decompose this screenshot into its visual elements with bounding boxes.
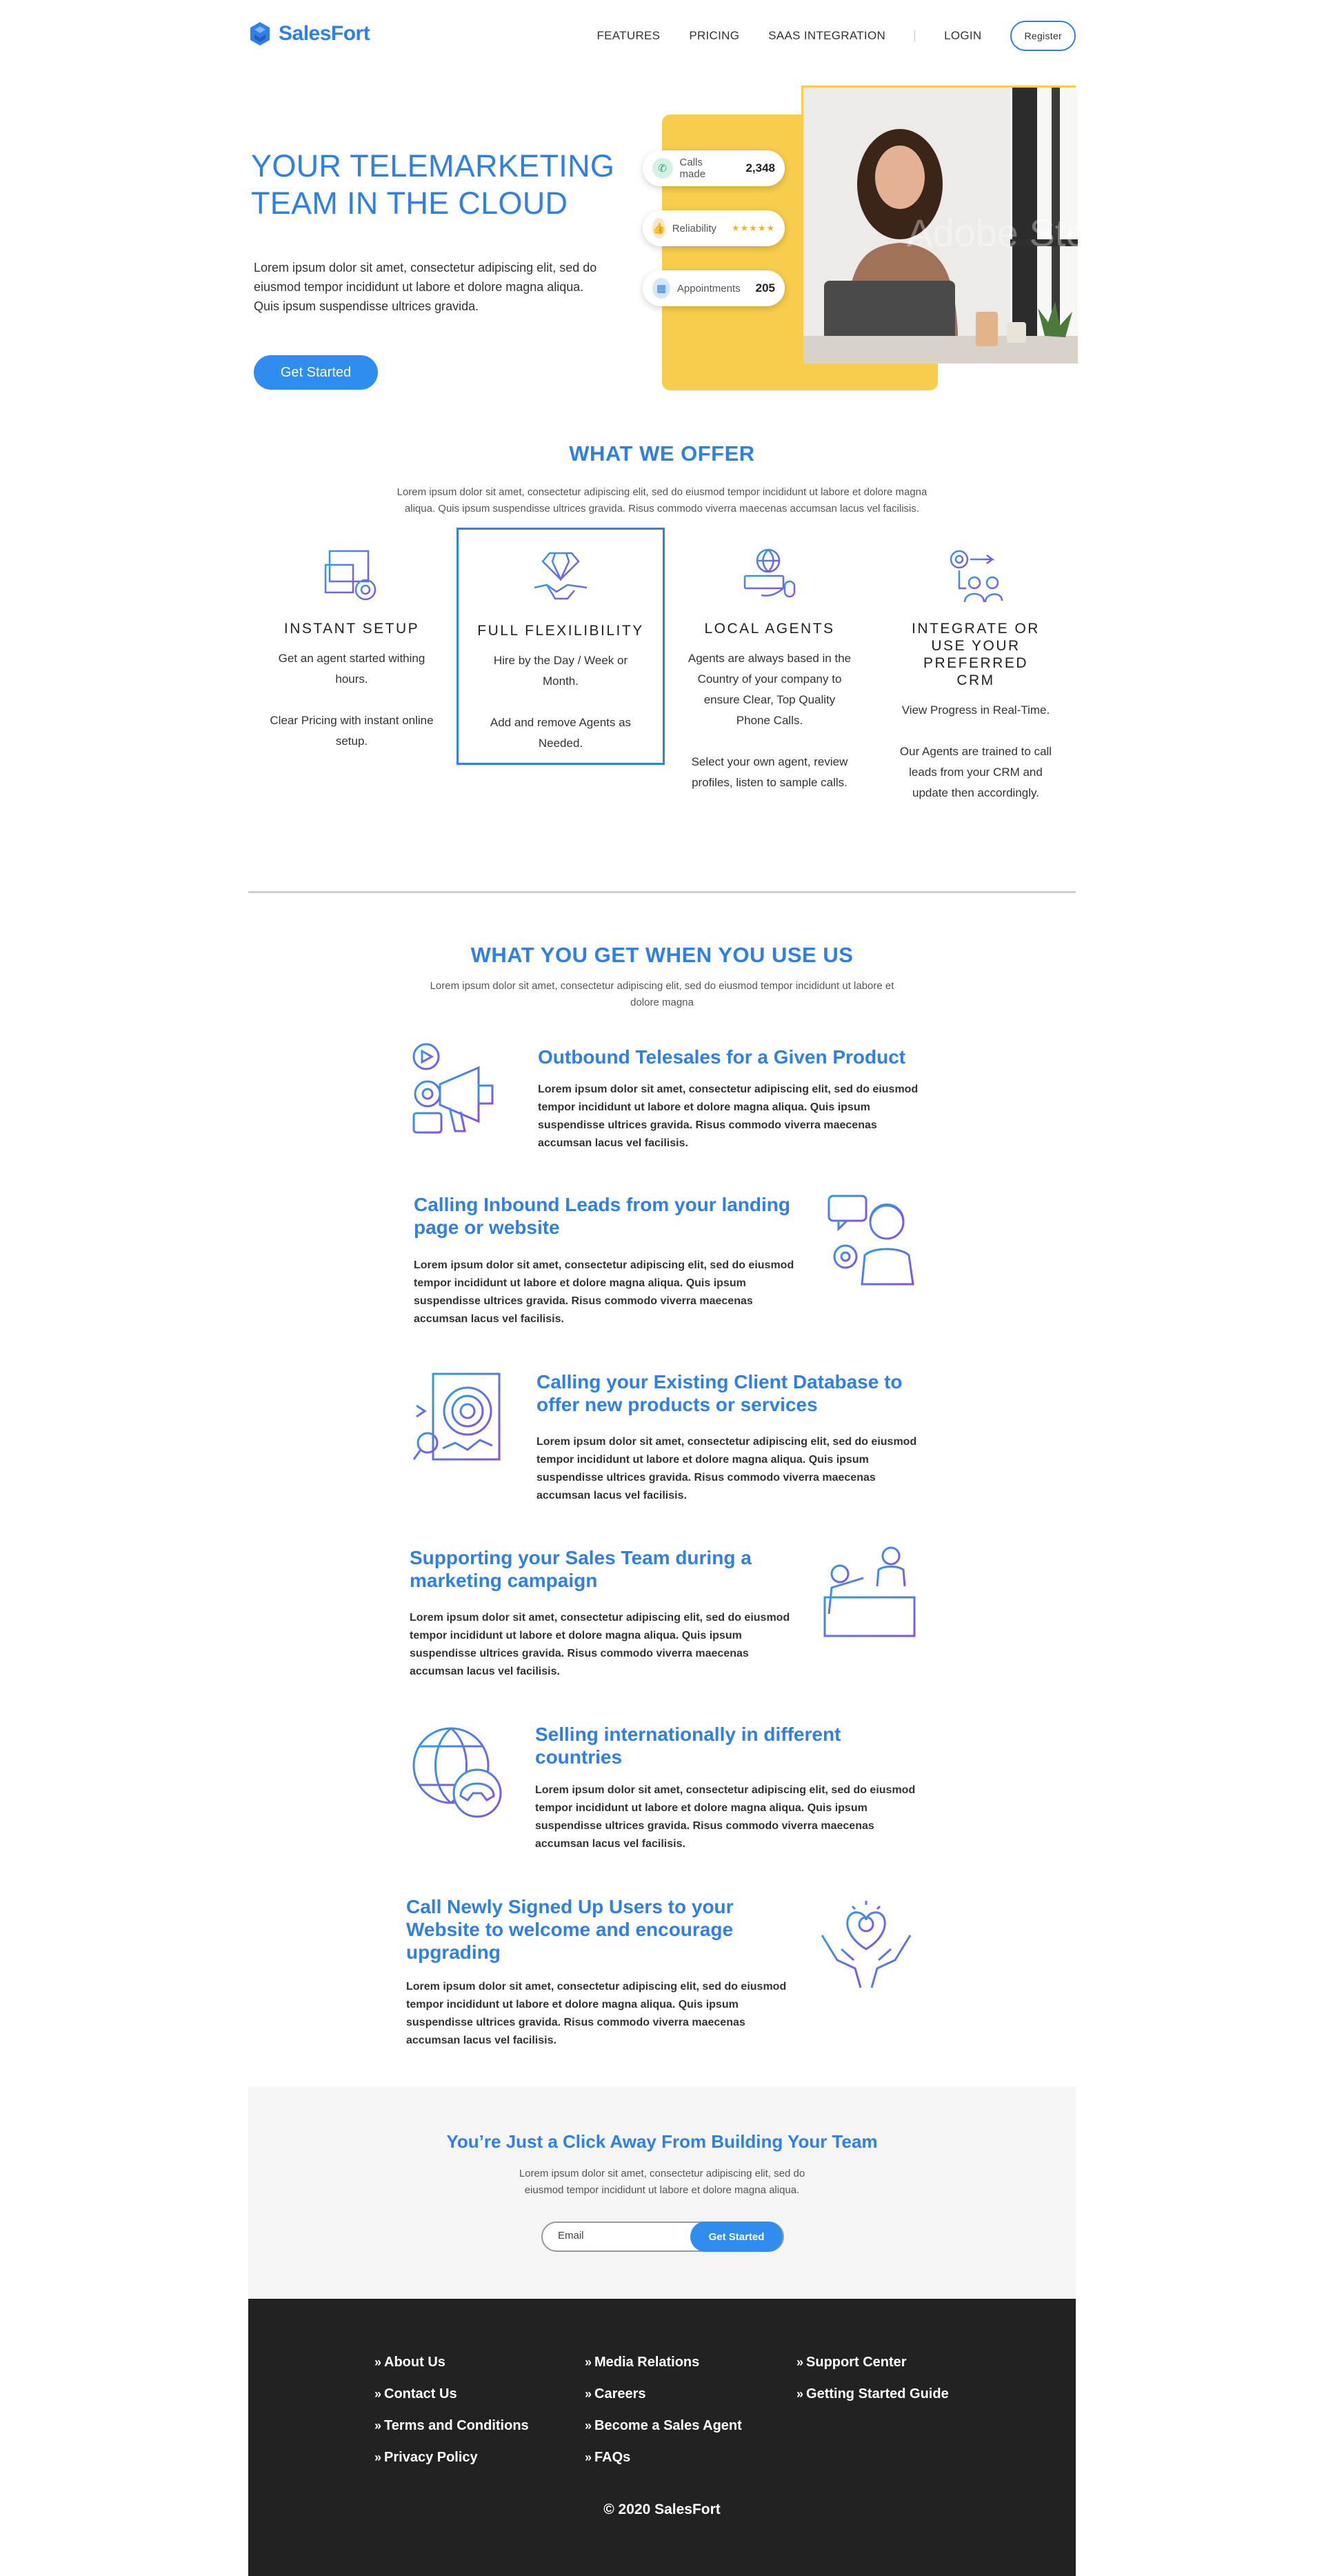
watermark-text: Adobe Stock	[907, 211, 1126, 254]
chevron-right-icon: »	[796, 2355, 804, 2369]
feature-title: Calling your Existing Client Database to offer new products or services	[536, 1371, 903, 1415]
cta-text	[248, 2166, 1076, 2199]
footer-link-media-relations[interactable]	[585, 2354, 742, 2371]
offer-card-title: INSTANT SETUP	[283, 621, 420, 637]
features-title: WHAT YOU GET WHEN YOU USE US	[470, 943, 854, 967]
feature-text: Lorem ipsum dolor sit amet, consectetur adipiscing elit, sed do eiusmod tempor incididunt ut labore et dolore magna aliqua. Quis ipsum suspendisse ultrices gravida. Risus commodo viverra maecenas accumsan lacus vel facilisis.	[538, 1084, 919, 1149]
support-agent-icon	[825, 1192, 921, 1288]
phone-icon: ✆	[652, 158, 673, 179]
team-presentation-icon	[822, 1545, 919, 1641]
footer-link-terms[interactable]	[374, 2417, 529, 2435]
feature-title: Outbound Telesales for a Given Product	[538, 1046, 906, 1068]
logo-text: SalesFort	[279, 22, 370, 45]
feature-text: Lorem ipsum dolor sit amet, consectetur adipiscing elit, sed do eiusmod tempor incididunt ut labore et dolore magna aliqua. Quis ipsum suspendisse ultrices gravida. Risus commodo viverra maecenas accumsan lacus vel facilisis.	[406, 1981, 787, 2046]
stat-value: 205	[755, 281, 775, 294]
offer-card-text: Agents are always based in the Country of your company to ensure Clear, Top Quality Phone Calls. Select your own agent, review profiles, listen to sample calls.	[688, 652, 852, 789]
offer-card-text: View Progress in Real-Time. Our Agents are trained to call leads from your CRM and update then accordingly.	[899, 703, 1052, 799]
site-footer	[248, 2299, 1076, 2576]
chevron-right-icon: »	[585, 2419, 592, 2433]
footer-link-label: About Us	[384, 2355, 445, 2370]
feature-title: Selling internationally in different countries	[535, 1724, 841, 1768]
features-section	[248, 0, 1076, 2076]
chevron-right-icon: »	[374, 2387, 382, 2401]
footer-column-2	[585, 2354, 742, 2481]
calendar-icon: ▦	[652, 278, 670, 299]
footer-link-become-agent[interactable]	[585, 2417, 742, 2435]
footer-link-label: Getting Started Guide	[806, 2386, 949, 2402]
feature-text: Lorem ipsum dolor sit amet, consectetur adipiscing elit, sed do eiusmod tempor incididunt ut labore et dolore magna aliqua. Quis ipsum suspendisse ultrices gravida. Risus commodo viverra maecenas accumsan lacus vel facilisis.	[410, 1612, 790, 1677]
feature-title: Supporting your Sales Team during a marketing campaign	[410, 1547, 752, 1591]
footer-link-privacy[interactable]	[374, 2449, 529, 2466]
heart-hands-icon	[818, 1894, 914, 1990]
stat-value: 2,348	[745, 161, 775, 174]
megaphone-icon	[410, 1041, 506, 1138]
cta-get-started-button[interactable]: Get Started	[690, 2221, 783, 2252]
chevron-right-icon: »	[374, 2419, 382, 2433]
hero-title-line-2: TEAM IN THE CLOUD	[251, 186, 568, 221]
nav-pricing[interactable]: PRICING	[689, 29, 740, 42]
hero-description: Lorem ipsum dolor sit amet, consectetur adipiscing elit, sed do eiusmod tempor incididunt ut labore et dolore magna aliqua. Quis ipsum suspendisse ultrices gravida.	[254, 261, 597, 313]
footer-link-about-us[interactable]	[374, 2354, 529, 2371]
footer-link-faqs[interactable]	[585, 2449, 742, 2466]
copyright: © 2020 SalesFort	[603, 2502, 721, 2517]
cta-section	[248, 2086, 1076, 2299]
register-button[interactable]: Register	[1010, 21, 1076, 51]
footer-link-label: Privacy Policy	[384, 2450, 478, 2465]
footer-link-label: Media Relations	[594, 2355, 700, 2370]
features-subtitle: Lorem ipsum dolor sit amet, consectetur adipiscing elit, sed do eiusmod tempor incididunt ut labore et dolore magna	[430, 980, 894, 1008]
footer-link-label: Support Center	[806, 2355, 907, 2370]
stat-label: Reliability	[672, 222, 716, 234]
offer-card-text: Hire by the Day / Week or Month. Add and remove Agents as Needed.	[490, 654, 632, 750]
offer-card-title: FULL FLEXILIBILITY	[477, 623, 644, 639]
offer-card-title: LOCAL AGENTS	[704, 621, 835, 637]
email-signup-form	[541, 2221, 784, 2252]
chevron-right-icon: »	[585, 2450, 592, 2464]
footer-link-contact-us[interactable]	[374, 2386, 529, 2403]
offer-title: WHAT WE OFFER	[569, 441, 755, 466]
cta-text-line-1: Lorem ipsum dolor sit amet, consectetur adipiscing elit, sed do	[519, 2168, 805, 2179]
chevron-right-icon: »	[585, 2387, 592, 2401]
feature-text: Lorem ipsum dolor sit amet, consectetur adipiscing elit, sed do eiusmod tempor incididunt ut labore et dolore magna aliqua. Quis ipsum suspendisse ultrices gravida. Risus commodo viverra maecenas accumsan lacus vel facilisis.	[535, 1784, 916, 1850]
feature-text: Lorem ipsum dolor sit amet, consectetur adipiscing elit, sed do eiusmod tempor incididunt ut labore et dolore magna aliqua. Quis ipsum suspendisse ultrices gravida. Risus commodo viverra maecenas accumsan lacus vel facilisis.	[414, 1259, 794, 1325]
offer-card-title: INTEGRATE OR USE YOUR PREFERRED CRM	[912, 621, 1040, 688]
email-input[interactable]	[558, 2230, 682, 2241]
nav-features[interactable]: FEATURES	[596, 29, 661, 42]
footer-column-1	[374, 2354, 529, 2481]
feature-title: Calling Inbound Leads from your landing page or website	[414, 1194, 790, 1238]
stat-label: Calls made	[679, 157, 706, 180]
footer-link-label: Contact Us	[384, 2386, 457, 2402]
footer-link-careers[interactable]	[585, 2386, 742, 2403]
footer-link-label: Careers	[594, 2386, 646, 2402]
footer-link-support-center[interactable]	[796, 2354, 949, 2371]
offer-card-text: Get an agent started withing hours. Clear Pricing with instant online setup.	[270, 652, 434, 748]
footer-column-3	[796, 2354, 949, 2417]
feature-text: Lorem ipsum dolor sit amet, consectetur adipiscing elit, sed do eiusmod tempor incididunt ut labore et dolore magna aliqua. Quis ipsum suspendisse ultrices gravida. Risus commodo viverra maecenas accumsan lacus vel facilisis.	[536, 1436, 917, 1501]
footer-link-getting-started[interactable]	[796, 2386, 949, 2403]
chevron-right-icon: »	[796, 2387, 804, 2401]
hero-get-started-button[interactable]: Get Started	[254, 355, 378, 390]
feature-title: Call Newly Signed Up Users to your Website to welcome and encourage upgrading	[406, 1896, 734, 1963]
cta-title: You’re Just a Click Away From Building Your Team	[446, 2131, 878, 2152]
chevron-right-icon: »	[374, 2450, 382, 2464]
thumbs-up-icon: 👍	[652, 218, 665, 239]
footer-link-label: Become a Sales Agent	[594, 2418, 742, 2433]
chevron-right-icon: »	[374, 2355, 382, 2369]
hero-title-line-1: YOUR TELEMARKETING	[251, 148, 615, 183]
nav-login[interactable]: LOGIN	[944, 29, 982, 42]
footer-link-label: FAQs	[594, 2450, 631, 2465]
star-rating: ★★★★★	[731, 223, 776, 233]
globe-phone-icon	[410, 1724, 506, 1821]
stat-label: Appointments	[676, 282, 741, 294]
chevron-right-icon: »	[585, 2355, 592, 2369]
cta-text-line-2: eiusmod tempor incididunt ut labore et dolore magna aliqua.	[524, 2184, 800, 2196]
nav-saas-integration[interactable]: SAAS INTEGRATION	[768, 29, 886, 42]
target-icon	[410, 1371, 506, 1468]
offer-subtitle: Lorem ipsum dolor sit amet, consectetur adipiscing elit, sed do eiusmod tempor incididunt ut labore et dolore magna aliqua. Quis ipsum suspendisse ultrices gravida. Risus commodo viverra maecenas accumsan lacus vel facilisis.	[397, 486, 927, 515]
footer-link-label: Terms and Conditions	[384, 2418, 529, 2433]
